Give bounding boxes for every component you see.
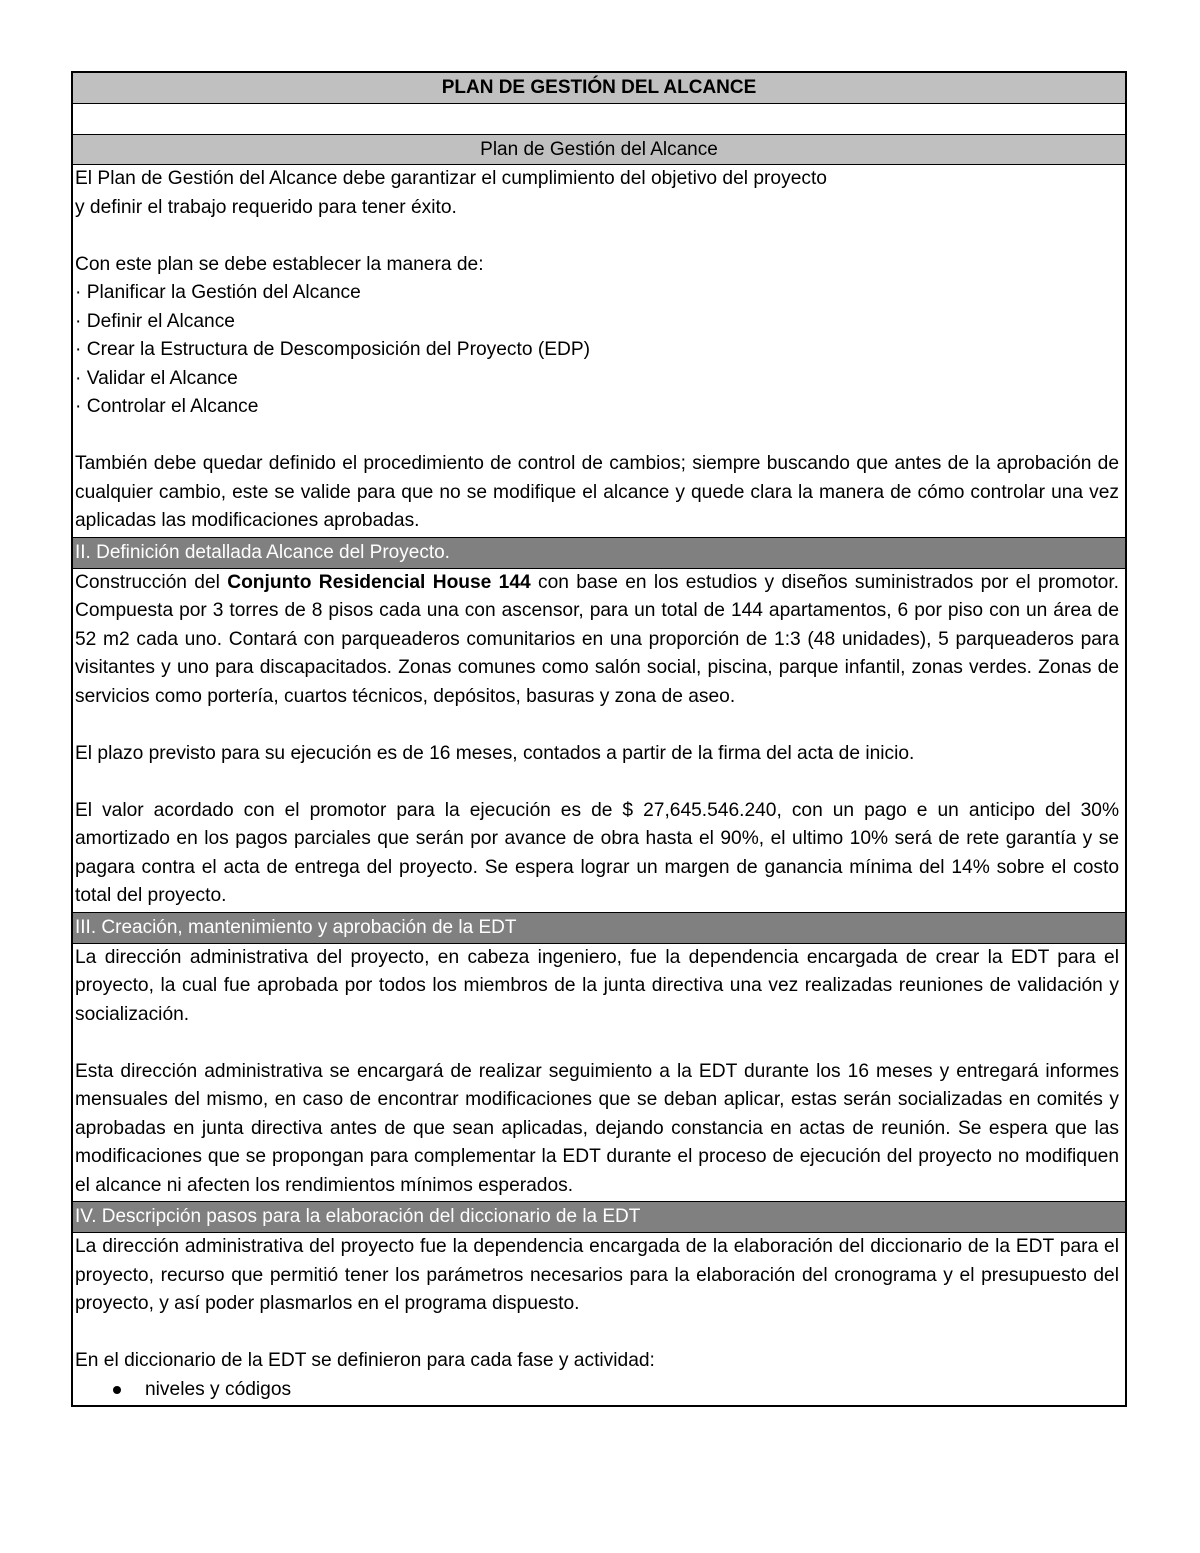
intro-line-2: y definir el trabajo requerido para tener éxito. xyxy=(75,196,457,218)
section-3-body xyxy=(73,944,1125,1203)
intro-lead: Con este plan se debe establecer la manera de: xyxy=(75,253,484,275)
project-name: Conjunto Residencial House 144 xyxy=(227,571,531,593)
section-3-paragraph-2: Esta dirección administrativa se encargará de realizar seguimiento a la EDT durante los 16 meses y entregará informes mensuales del mismo, en caso de encontrar modificaciones que se deban aplicar, estas serán socializadas en comités y aprobadas en junta directiva antes de que sean aplicadas, dejando constancia en actas de reunión. Se espera que las modificaciones que se propongan para complementar la EDT durante el proceso de ejecución del proyecto no modifiquen el alcance ni afecten los rendimientos mínimos esperados. xyxy=(75,1060,1119,1196)
list-item: · Planificar la Gestión del Alcance xyxy=(75,282,361,303)
section-2-header: II. Definición detallada Alcance del Proyecto. xyxy=(73,538,1125,569)
intro-block xyxy=(73,165,1125,538)
intro-closing: También debe quedar definido el procedimiento de control de cambios; siempre buscando que antes de la aprobación de cualquier cambio, este se valide para que no se modifique el alcance y quede clara la manera de cómo controlar una vez aplicadas las modificaciones aprobadas. xyxy=(75,453,1119,531)
scope-plan-sheet xyxy=(71,71,1127,1407)
subtitle-row: Plan de Gestión del Alcance xyxy=(73,135,1125,165)
list-item: · Crear la Estructura de Descomposición del Proyecto (EDP) xyxy=(75,339,591,360)
bullet-icon xyxy=(113,1386,121,1394)
section-2-paragraph-3: El valor acordado con el promotor para la ejecución es de $ 27,645.546.240, con un pago e un anticipo del 30% amortizado en los pagos parciales que serán por avance de obra hasta el 90%, el ultimo 10% será de rete garantía y se pagara contra el acta de entrega del proyecto. Se espera lograr un margen de ganancia mínima del 14% sobre el costo total del proyecto. xyxy=(75,799,1119,906)
bullet-text: niveles y códigos xyxy=(145,1378,292,1400)
bullet-list xyxy=(75,1376,1119,1405)
paragraph-text: con base en los estudios y diseños suministrados por el promotor. Compuesta por 3 torres de 8 pisos cada una con ascensor, para un total de 144 apartamentos, 6 por piso con un área de 52 m2 cada uno. Contará con parqueaderos comunitarios en una proporción de 1:3 (48 unidades), 5 parqueaderos para visitantes y uno para discapacitados. Zonas comunes como salón social, piscina, parque infantil, zonas verdes. Zonas de servicios como portería, cuartos técnicos, depósitos, basuras y zona de aseo. xyxy=(75,571,1119,707)
list-item: · Validar el Alcance xyxy=(75,367,238,389)
list-item: · Definir el Alcance xyxy=(75,310,235,332)
intro-line-1: El Plan de Gestión del Alcance debe garantizar el cumplimiento del objetivo del proyecto xyxy=(75,168,827,189)
list-item xyxy=(75,1376,1119,1405)
page-title: PLAN DE GESTIÓN DEL ALCANCE xyxy=(73,73,1125,104)
section-4-paragraph-1: La dirección administrativa del proyecto fue la dependencia encargada de la elaboración del diccionario de la EDT para el proyecto, recurso que permitió tener los parámetros necesarios para la elaboración del cronograma y el presupuesto del proyecto, y así poder plasmarlos en el programa dispuesto. xyxy=(75,1236,1119,1314)
section-4-header: IV. Descripción pasos para la elaboración del diccionario de la EDT xyxy=(73,1202,1125,1233)
section-2-paragraph-2: El plazo previsto para su ejecución es de 16 meses, contados a partir de la firma del acta de inicio. xyxy=(75,742,915,764)
section-4-paragraph-2: En el diccionario de la EDT se definieron para cada fase y actividad: xyxy=(75,1350,655,1371)
section-2-body xyxy=(73,569,1125,913)
section-3-header: III. Creación, mantenimiento y aprobación de la EDT xyxy=(73,913,1125,944)
section-2-paragraph-1 xyxy=(75,569,1119,712)
section-4-body xyxy=(73,1233,1125,1407)
blank-row xyxy=(73,104,1125,135)
list-item: · Controlar el Alcance xyxy=(75,396,259,417)
paragraph-text: Construcción del xyxy=(75,571,228,593)
section-3-paragraph-1: La dirección administrativa del proyecto, en cabeza ingeniero, fue la dependencia encargada de crear la EDT para el proyecto, la cual fue aprobada por todos los miembros de la junta directiva una vez realizadas reuniones de validación y socialización. xyxy=(75,946,1119,1025)
